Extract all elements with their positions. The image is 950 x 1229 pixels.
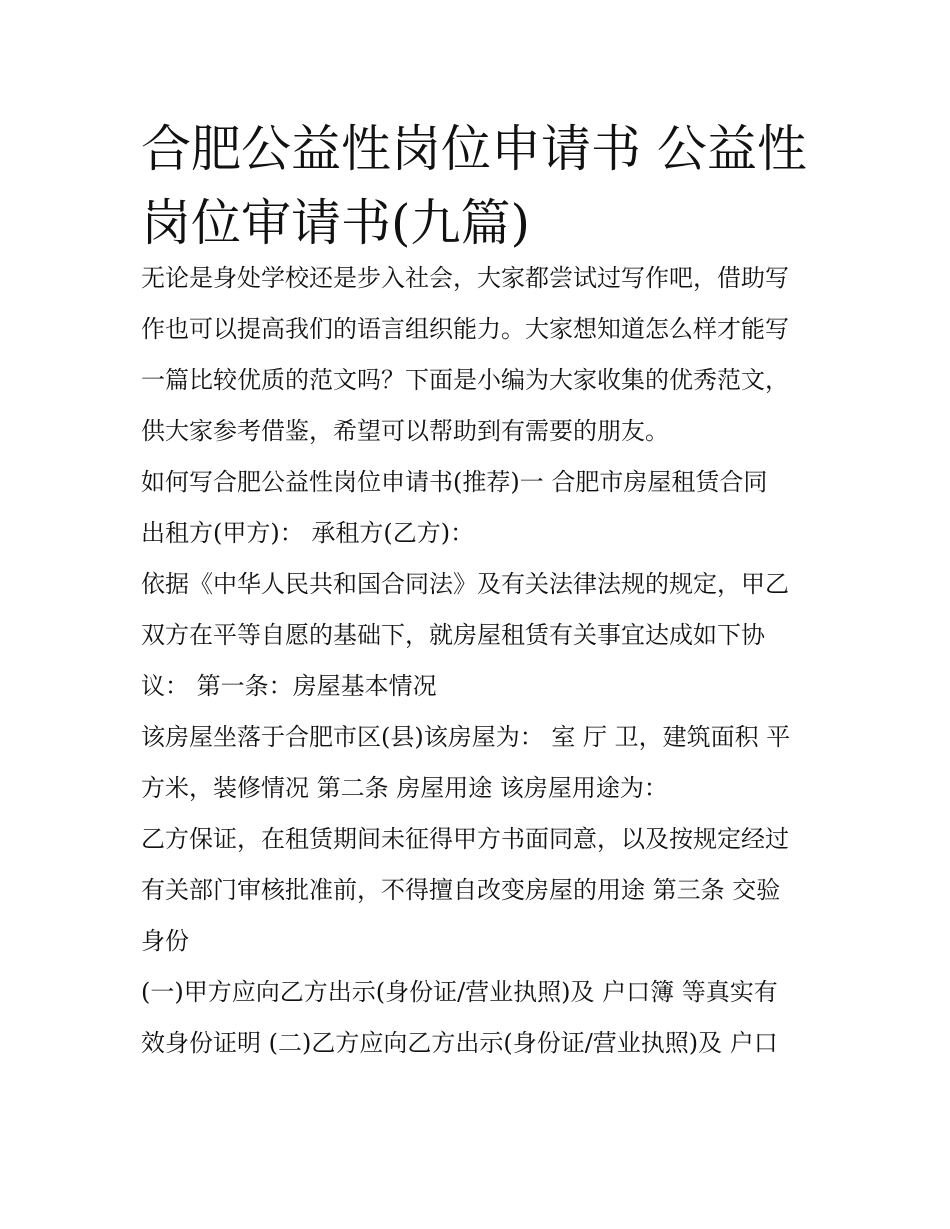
body-line: 议： 第一条：房屋基本情况	[141, 672, 437, 700]
body-line: 效身份证明 (二)乙方应向乙方出示(身份证/营业执照)及 户口	[141, 1029, 778, 1057]
body-line: 双方在平等自愿的基础下，就房屋租赁有关事宜达成如下协	[141, 621, 765, 649]
body-line: 如何写合肥公益性岗位申请书(推荐)一 合肥市房屋租赁合同	[141, 468, 768, 496]
title-line-1: 合肥公益性岗位申请书 公益性	[141, 120, 807, 178]
body-line: 一篇比较优质的范文吗？下面是小编为大家收集的优秀范文，	[141, 366, 789, 394]
body-line: (一)甲方应向乙方出示(身份证/营业执照)及 户口簿 等真实有	[141, 978, 778, 1006]
body-line: 无论是身处学校还是步入社会，大家都尝试过写作吧，借助写	[141, 264, 789, 292]
document-body	[141, 253, 821, 1069]
document-title	[141, 112, 821, 260]
body-line: 作也可以提高我们的语言组织能力。大家想知道怎么样才能写	[141, 315, 789, 343]
body-line: 方米，装修情况 第二条 房屋用途 该房屋用途为：	[141, 774, 668, 802]
body-line: 该房屋坐落于合肥市区(县)该房屋为： 室 厅 卫，建筑面积 平	[141, 723, 791, 751]
body-line: 供大家参考借鉴，希望可以帮助到有需要的朋友。	[141, 417, 669, 445]
body-line: 依据《中华人民共和国合同法》及有关法律法规的规定，甲乙	[141, 570, 789, 598]
body-line: 出租方(甲方)： 承租方(乙方)：	[141, 519, 475, 547]
body-line: 乙方保证，在租赁期间未征得甲方书面同意，以及按规定经过	[141, 825, 789, 853]
body-line: 有关部门审核批准前，不得擅自改变房屋的用途 第三条 交验	[141, 876, 781, 904]
title-line-2: 岗位审请书(九篇)	[141, 194, 531, 252]
body-line: 身份	[141, 927, 189, 955]
